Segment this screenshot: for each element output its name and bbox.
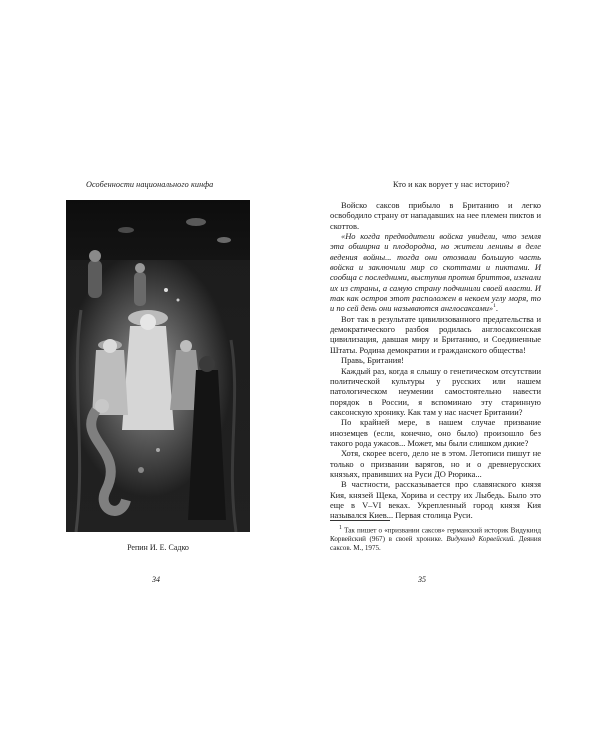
footnote-number: 1 — [339, 525, 342, 531]
footnote-divider — [330, 520, 390, 521]
paragraph: По крайней мере, в нашем случае призвание иноземцев (если, конечно, оно было) произошло без такого рода ужасов... Может, мы были слишком дикие? — [330, 417, 541, 448]
page-number-right: 35 — [418, 575, 426, 584]
footnote-text-b: Деяния саксов. М., 1975. — [330, 535, 541, 553]
footnote — [330, 524, 541, 553]
paragraph: Хотя, скорее всего, дело не в этом. Летописи пишут не только о призвании варягов, но и о древнерусских князьях, правивших на Руси ДО Рюрика... — [330, 448, 541, 479]
illustration-image — [66, 200, 250, 532]
running-head-left: Особенности национального кинфа — [86, 180, 214, 189]
paragraph: Вот так в результате цивилизованного предательства и демократического разбоя родилась англосаксонская цивилизация, давшая миру и Британию, и Соединенные Штаты. Родина демократии и гражданского общества! — [330, 313, 541, 355]
paragraph: Правь, Британия! — [341, 355, 404, 366]
quote-paragraph: «Но когда предводители войска увидели, что земля эта обширна и плодородна, но жители ленивы в деле ведения войны... тогда они отозвали большую часть войска и заключили мир со скоттами и пиктами. И сообща с последними, выступив против бриттов, изгнали их из страны, а самую страну подчинили своей власти. И так как остров этот расположен в некоем углу моря, то и по сей день они называются англосаксами»$^1$. — [330, 231, 541, 314]
paragraph: Каждый раз, когда я слышу о генетическом отсутствии политической культуры у русских или нашем патологическом неумении самостоятельно навести порядок в России, я вспоминаю эту старинную саксонскую хронику. Как там у нас насчет Британии? — [330, 365, 541, 417]
running-head-right: Кто и как ворует у нас историю? — [393, 180, 510, 189]
body-text — [330, 200, 541, 521]
quote-text: «Но когда предводители войска увидели, что земля эта обширна и плодородна, но жители ленивы в деле ведения войны... тогда они отозвали большую часть войска и заключили мир со скоттами и пиктами. И сообща с последними, выступив против бриттов, изгнали их из страны, а самую страну подчинили своей власти. И так как остров этот расположен в некоем углу моря, то и по сей день они называются англосаксами» — [330, 231, 541, 314]
illustration-caption: Репин И. Е. Садко — [127, 543, 189, 552]
footnote-text-a: Так пишет о «призвании саксов» германский историк Видукинд Корвейский (967) в своей хронике. — [330, 526, 541, 544]
paragraph: Войско саксов прибыло в Британию и легко освободило страну от нападавших на нее племен пиктов и скоттов. — [330, 200, 541, 231]
paragraph: В частности, рассказывается про славянского князя Кия, князей Щека, Хорива и сестру их Лыбедь. Было это еще в V–VI веках. Укрепленный город князя Кия назывался Киев... Первая столица Руси. — [330, 479, 541, 521]
sadko-painting-icon — [66, 200, 250, 532]
footnote-ref[interactable]: 1 — [493, 303, 496, 310]
footnote-author: Видукинд Корвейский. — [446, 535, 516, 544]
page-number-left: 34 — [152, 575, 160, 584]
